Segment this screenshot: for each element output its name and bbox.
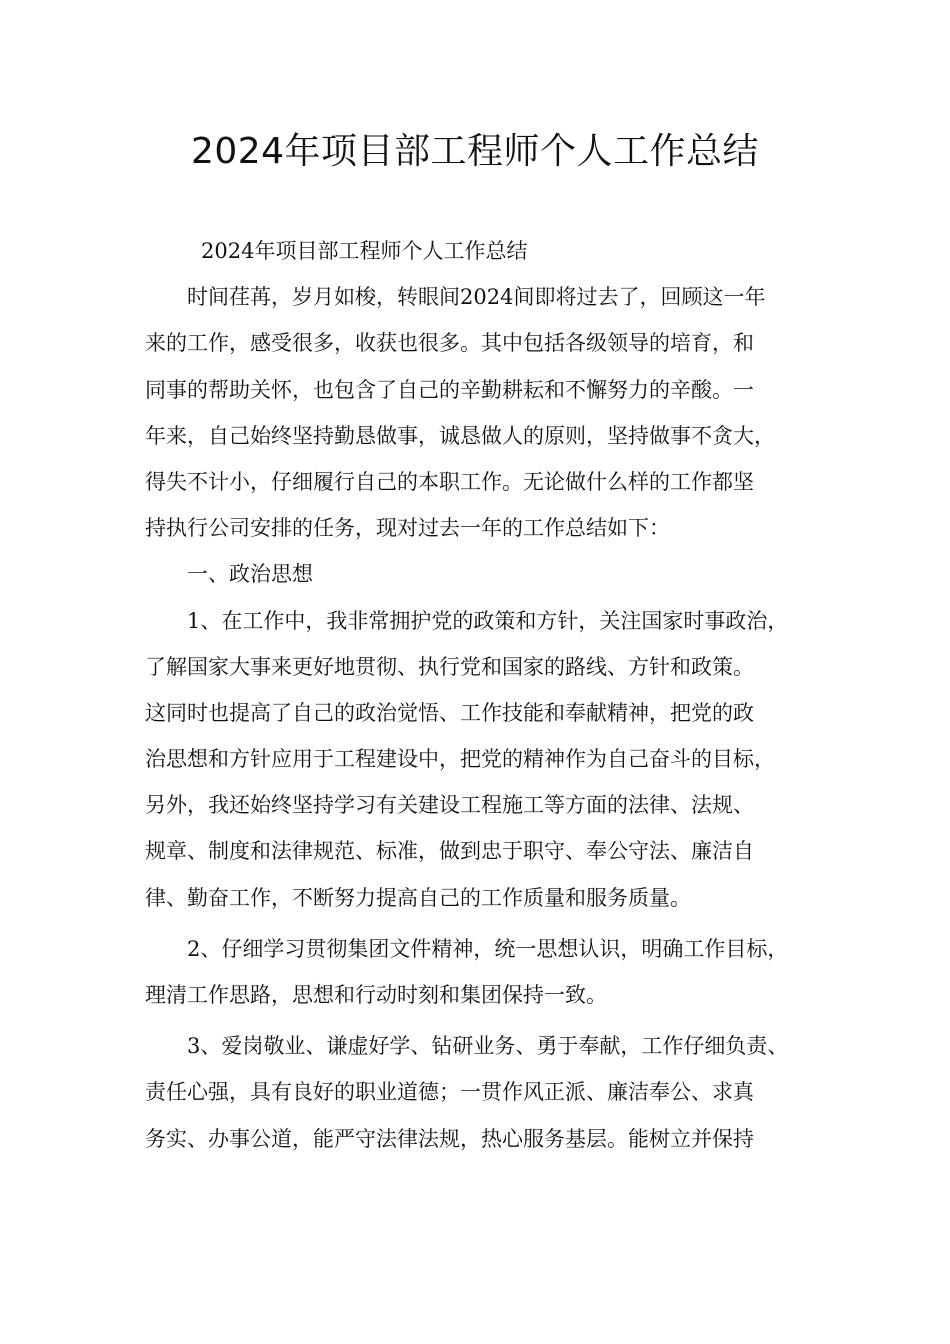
paragraph-line: 另外，我还始终坚持学习有关建设工程施工等方面的法律、法规、 <box>145 793 754 818</box>
subtitle-line: 2024年项目部工程师个人工作总结 <box>201 239 528 263</box>
paragraph-line: 这同时也提高了自己的政治觉悟、工作技能和奉献精神，把党的政 <box>145 700 754 725</box>
paragraph-line: 时间荏苒，岁月如梭，转眼间2024间即将过去了，回顾这一年 <box>187 285 766 310</box>
paragraph-line: 2、仔细学习贯彻集团文件精神，统一思想认识，明确工作目标， <box>187 936 789 961</box>
paragraph-line: 治思想和方针应用于工程建设中，把党的精神作为自己奋斗的目标， <box>145 747 775 772</box>
paragraph-line: 年来，自己始终坚持勤恳做事，诚恳做人的原则，坚持做事不贪大， <box>145 423 775 448</box>
paragraph-line: 规章、制度和法律规范、标准，做到忠于职守、奉公守法、廉洁自 <box>145 839 754 864</box>
document-title: 2024年项目部工程师个人工作总结 <box>190 131 760 172</box>
paragraph-line: 同事的帮助关怀，也包含了自己的辛勤耕耘和不懈努力的辛酸。一 <box>145 377 754 402</box>
paragraph-line: 律、勤奋工作，不断努力提高自己的工作质量和服务质量。 <box>145 885 691 910</box>
paragraph-line: 得失不计小，仔细履行自己的本职工作。无论做什么样的工作都坚 <box>145 469 754 494</box>
paragraph-line: 了解国家大事来更好地贯彻、执行党和国家的路线、方针和政策。 <box>145 654 754 679</box>
paragraph-line: 责任心强，具有良好的职业道德；一贯作风正派、廉洁奉公、求真 <box>145 1080 754 1105</box>
paragraph-line: 1、在工作中，我非常拥护党的政策和方针，关注国家时事政治， <box>187 608 789 633</box>
paragraph-line: 持执行公司安排的任务，现对过去一年的工作总结如下： <box>145 516 670 541</box>
paragraph-line: 3、爱岗敬业、谦虚好学、钻研业务、勇于奉献，工作仔细负责、 <box>187 1034 789 1059</box>
paragraph-line: 务实、办事公道，能严守法律法规，热心服务基层。能树立并保持 <box>145 1126 754 1151</box>
paragraph-line: 来的工作，感受很多，收获也很多。其中包括各级领导的培育，和 <box>145 331 754 356</box>
document-body <box>145 228 835 1162</box>
paragraph-line: 理清工作思路，思想和行动时刻和集团保持一致。 <box>145 983 607 1007</box>
section-heading: 一、政治思想 <box>187 562 313 587</box>
